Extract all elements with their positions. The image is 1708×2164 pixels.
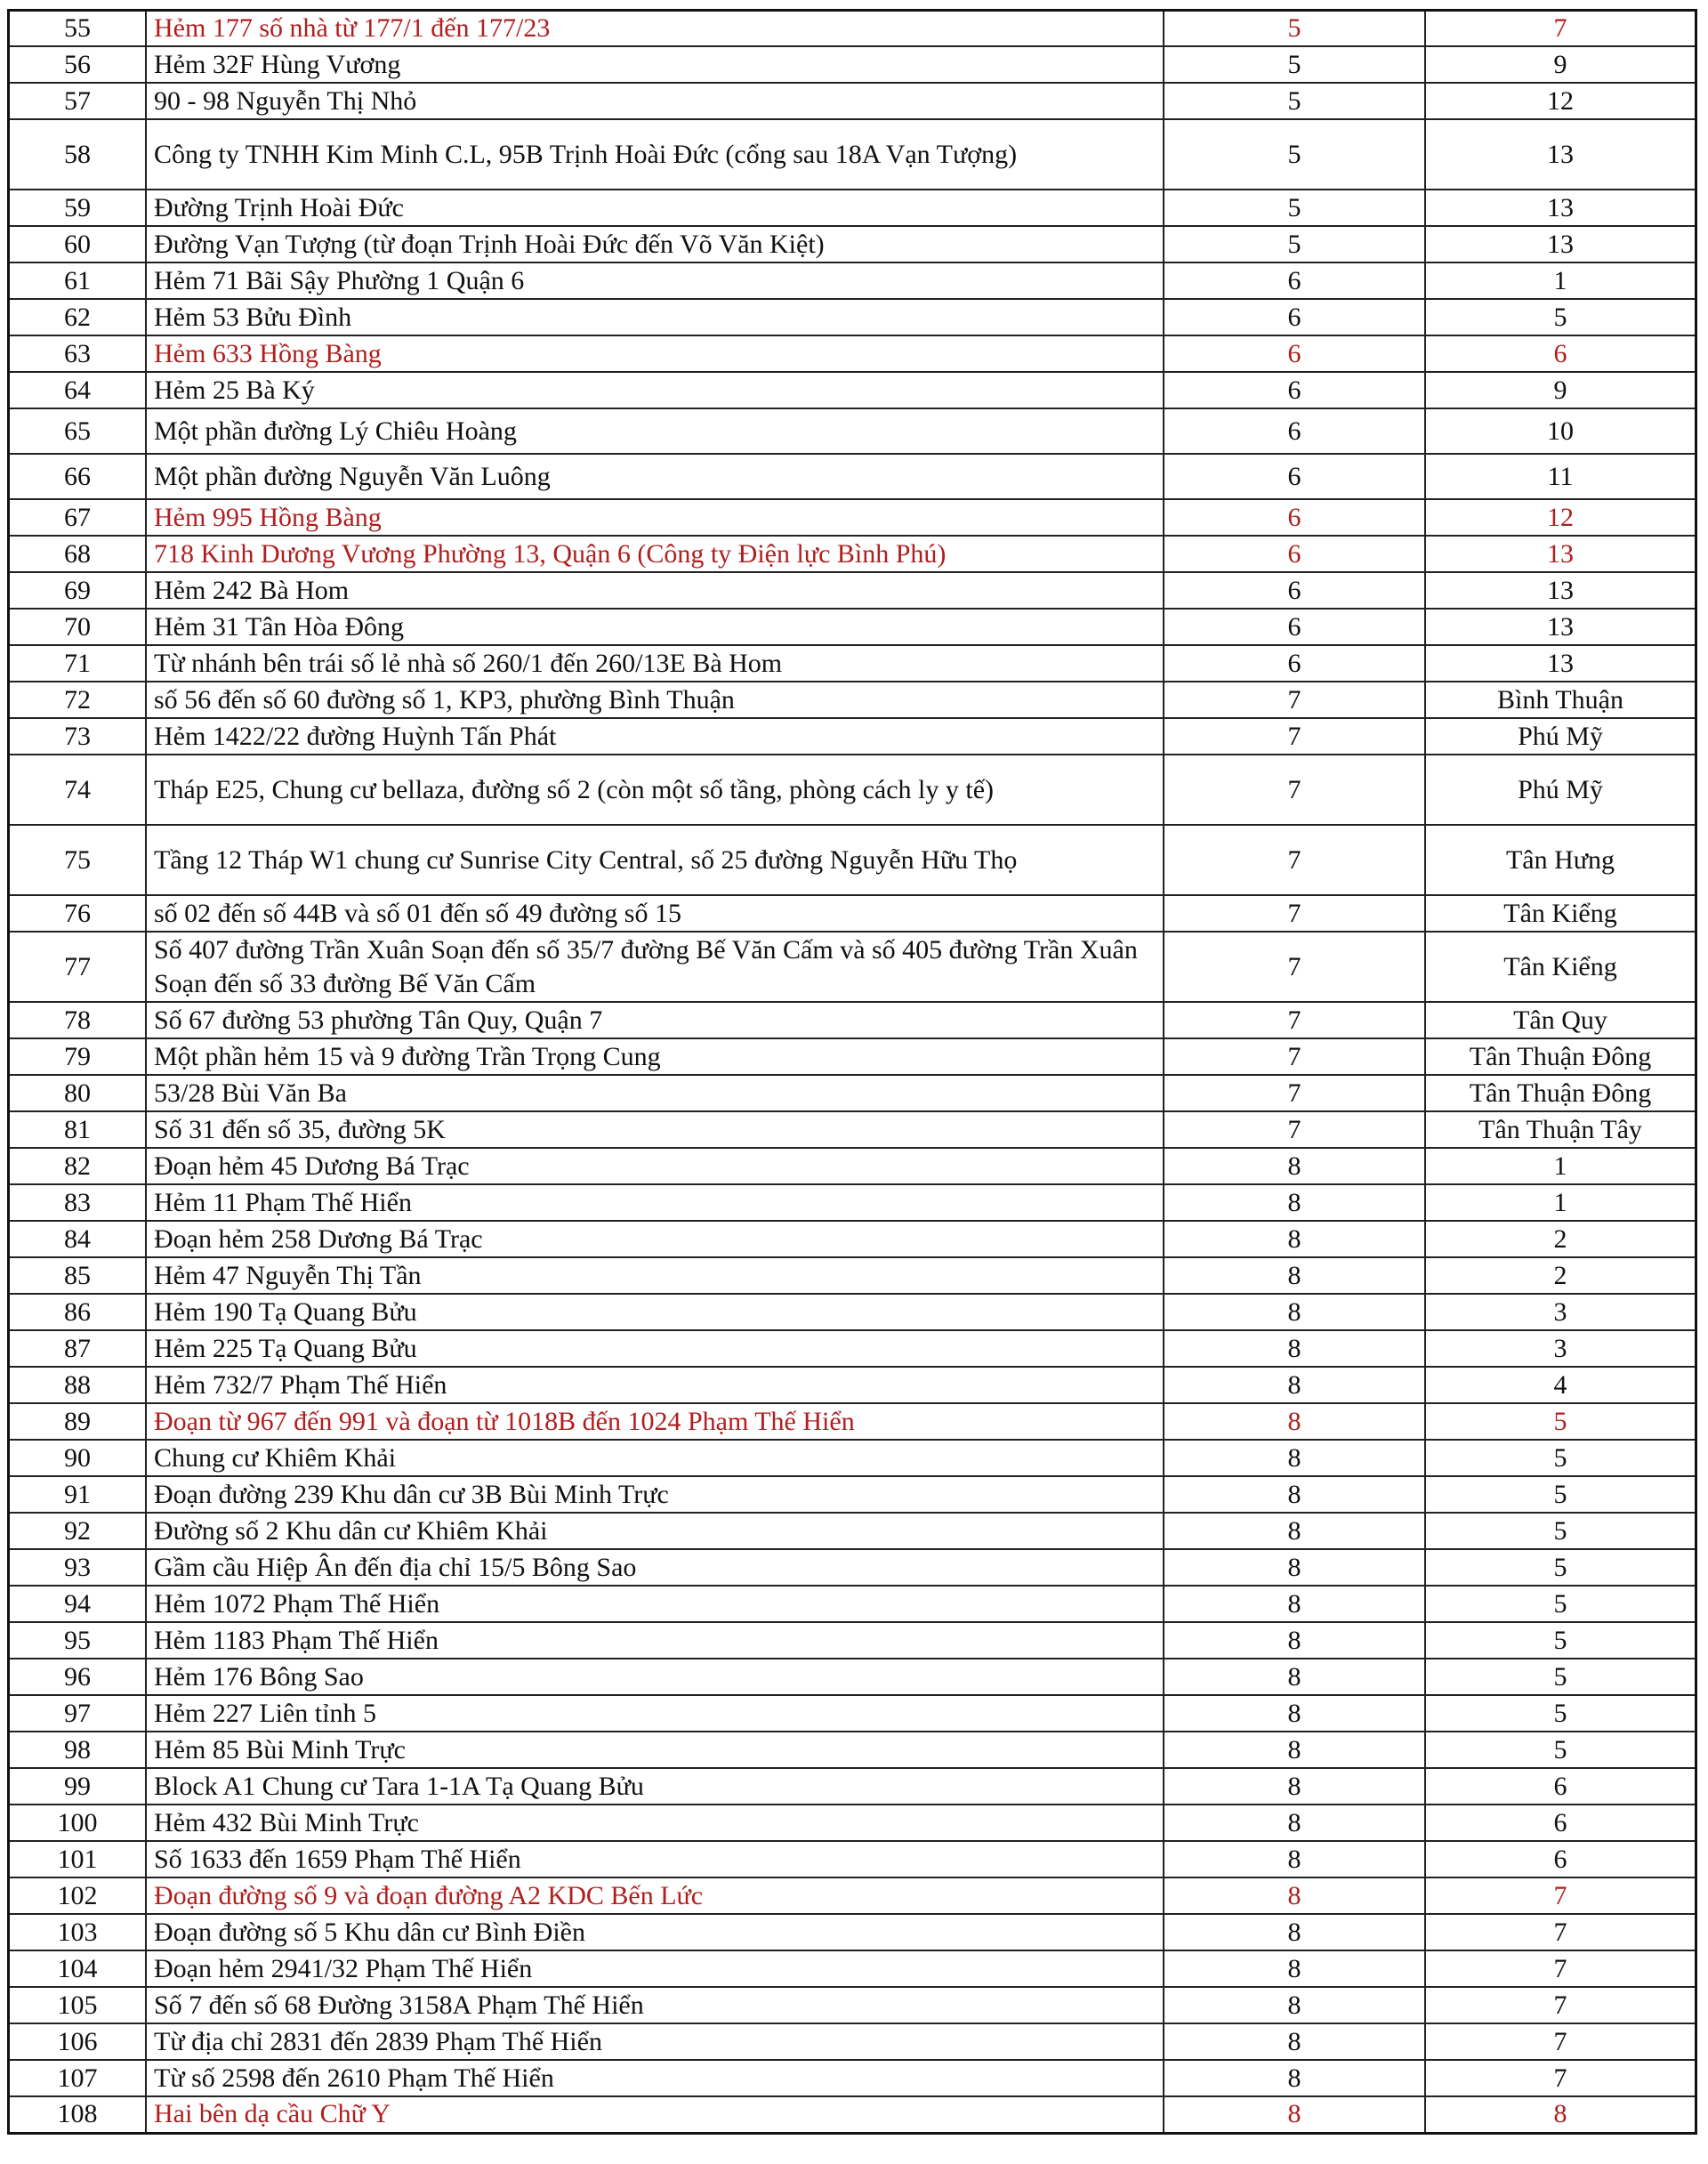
ward-cell: 2 [1425, 1257, 1696, 1294]
row-number-cell: 101 [9, 1841, 147, 1877]
location-name-cell: Đoạn từ 967 đến 991 và đoạn từ 1018B đến 1024 Phạm Thế Hiển [146, 1403, 1164, 1440]
row-number-cell: 104 [9, 1950, 147, 1987]
district-cell: 6 [1164, 372, 1425, 408]
ward-cell: 7 [1425, 2023, 1696, 2060]
district-cell: 5 [1164, 226, 1425, 262]
location-name-cell: số 02 đến số 44B và số 01 đến số 49 đường số 15 [146, 895, 1164, 932]
district-cell: 8 [1164, 1148, 1425, 1184]
table-row [9, 536, 1696, 572]
table-row [9, 1805, 1696, 1841]
location-name-cell: Hẻm 432 Bùi Minh Trực [146, 1805, 1164, 1841]
location-name-cell: Hẻm 190 Tạ Quang Bửu [146, 1294, 1164, 1330]
district-cell: 8 [1164, 1768, 1425, 1805]
table-row [9, 119, 1696, 190]
location-name-cell: Từ nhánh bên trái số lẻ nhà số 260/1 đến 260/13E Bà Hom [146, 645, 1164, 682]
row-number-cell: 96 [9, 1659, 147, 1695]
district-cell: 8 [1164, 1695, 1425, 1732]
table-row [9, 1330, 1696, 1367]
location-name-cell: Hẻm 47 Nguyễn Thị Tần [146, 1257, 1164, 1294]
table-row [9, 645, 1696, 682]
lockdown-area-table [7, 9, 1697, 2135]
district-cell: 7 [1164, 1038, 1425, 1075]
row-number-cell: 93 [9, 1549, 147, 1586]
location-name-cell: Gầm cầu Hiệp Ân đến địa chỉ 15/5 Bông Sao [146, 1549, 1164, 1586]
location-name-cell: Một phần hẻm 15 và 9 đường Trần Trọng Cung [146, 1038, 1164, 1075]
ward-cell: 4 [1425, 1367, 1696, 1403]
ward-cell: 8 [1425, 2096, 1696, 2133]
row-number-cell: 65 [9, 408, 147, 454]
district-cell: 7 [1164, 932, 1425, 1002]
district-cell: 6 [1164, 299, 1425, 335]
ward-cell: 7 [1425, 1914, 1696, 1950]
table-row [9, 1877, 1696, 1914]
table-row [9, 299, 1696, 335]
district-cell: 8 [1164, 1659, 1425, 1695]
location-name-cell: 90 - 98 Nguyễn Thị Nhỏ [146, 83, 1164, 119]
table-row [9, 499, 1696, 536]
district-cell: 7 [1164, 825, 1425, 895]
table-row [9, 1513, 1696, 1549]
row-number-cell: 71 [9, 645, 147, 682]
table-row [9, 1987, 1696, 2023]
row-number-cell: 97 [9, 1695, 147, 1732]
row-number-cell: 73 [9, 718, 147, 755]
location-name-cell: Tháp E25, Chung cư bellaza, đường số 2 (còn một số tầng, phòng cách ly y tế) [146, 755, 1164, 825]
row-number-cell: 61 [9, 262, 147, 299]
ward-cell: 7 [1425, 1987, 1696, 2023]
ward-cell: Tân Thuận Đông [1425, 1038, 1696, 1075]
ward-cell: 6 [1425, 1768, 1696, 1805]
location-name-cell: Một phần đường Nguyễn Văn Luông [146, 454, 1164, 499]
ward-cell: 3 [1425, 1330, 1696, 1367]
location-name-cell: Hai bên dạ cầu Chữ Y [146, 2096, 1164, 2133]
table-row [9, 1221, 1696, 1257]
location-name-cell: Tầng 12 Tháp W1 chung cư Sunrise City Central, số 25 đường Nguyễn Hữu Thọ [146, 825, 1164, 895]
row-number-cell: 107 [9, 2060, 147, 2096]
table-row [9, 1184, 1696, 1221]
ward-cell: 1 [1425, 262, 1696, 299]
district-cell: 8 [1164, 1294, 1425, 1330]
location-name-cell: Công ty TNHH Kim Minh C.L, 95B Trịnh Hoài Đức (cổng sau 18A Vạn Tượng) [146, 119, 1164, 190]
row-number-cell: 62 [9, 299, 147, 335]
table-row [9, 1403, 1696, 1440]
district-cell: 8 [1164, 2060, 1425, 2096]
ward-cell: 13 [1425, 572, 1696, 609]
row-number-cell: 67 [9, 499, 147, 536]
district-cell: 8 [1164, 1513, 1425, 1549]
row-number-cell: 95 [9, 1622, 147, 1659]
ward-cell: Bình Thuận [1425, 682, 1696, 718]
table-row [9, 895, 1696, 932]
table-row [9, 755, 1696, 825]
location-name-cell: Chung cư Khiêm Khải [146, 1440, 1164, 1476]
ward-cell: 11 [1425, 454, 1696, 499]
location-name-cell: số 56 đến số 60 đường số 1, KP3, phường Bình Thuận [146, 682, 1164, 718]
district-cell: 8 [1164, 1330, 1425, 1367]
ward-cell: Tân Quy [1425, 1002, 1696, 1038]
district-cell: 8 [1164, 1950, 1425, 1987]
district-cell: 8 [1164, 2096, 1425, 2133]
district-cell: 8 [1164, 1586, 1425, 1622]
district-cell: 6 [1164, 454, 1425, 499]
location-name-cell: Một phần đường Lý Chiêu Hoàng [146, 408, 1164, 454]
row-number-cell: 102 [9, 1877, 147, 1914]
district-cell: 6 [1164, 645, 1425, 682]
location-name-cell: Hẻm 11 Phạm Thế Hiển [146, 1184, 1164, 1221]
table-row [9, 1549, 1696, 1586]
ward-cell: 7 [1425, 11, 1696, 47]
ward-cell: 12 [1425, 499, 1696, 536]
table-row [9, 1768, 1696, 1805]
location-name-cell: Hẻm 177 số nhà từ 177/1 đến 177/23 [146, 11, 1164, 47]
district-cell: 8 [1164, 1732, 1425, 1768]
location-name-cell: Đoạn hẻm 45 Dương Bá Trạc [146, 1148, 1164, 1184]
table-row [9, 1659, 1696, 1695]
location-name-cell: Hẻm 71 Bãi Sậy Phường 1 Quận 6 [146, 262, 1164, 299]
district-cell: 7 [1164, 1002, 1425, 1038]
ward-cell: 5 [1425, 1549, 1696, 1586]
table-row [9, 1367, 1696, 1403]
district-cell: 8 [1164, 1221, 1425, 1257]
row-number-cell: 64 [9, 372, 147, 408]
ward-cell: 9 [1425, 46, 1696, 83]
location-name-cell: Số 31 đến số 35, đường 5K [146, 1111, 1164, 1148]
location-name-cell: Từ số 2598 đến 2610 Phạm Thế Hiển [146, 2060, 1164, 2096]
table-row [9, 932, 1696, 1002]
row-number-cell: 59 [9, 190, 147, 226]
ward-cell: 10 [1425, 408, 1696, 454]
location-name-cell: Đoạn đường 239 Khu dân cư 3B Bùi Minh Trực [146, 1476, 1164, 1513]
district-cell: 8 [1164, 1476, 1425, 1513]
row-number-cell: 94 [9, 1586, 147, 1622]
table-row [9, 1257, 1696, 1294]
row-number-cell: 80 [9, 1075, 147, 1111]
ward-cell: Tân Thuận Tây [1425, 1111, 1696, 1148]
district-cell: 7 [1164, 755, 1425, 825]
ward-cell: 5 [1425, 1732, 1696, 1768]
ward-cell: 13 [1425, 609, 1696, 645]
row-number-cell: 81 [9, 1111, 147, 1148]
location-name-cell: Đoạn hẻm 2941/32 Phạm Thế Hiển [146, 1950, 1164, 1987]
location-name-cell: Hẻm 227 Liên tỉnh 5 [146, 1695, 1164, 1732]
row-number-cell: 68 [9, 536, 147, 572]
row-number-cell: 76 [9, 895, 147, 932]
district-cell: 7 [1164, 895, 1425, 932]
district-cell: 8 [1164, 1622, 1425, 1659]
ward-cell: Tân Hưng [1425, 825, 1696, 895]
district-cell: 6 [1164, 499, 1425, 536]
ward-cell: 5 [1425, 1622, 1696, 1659]
row-number-cell: 60 [9, 226, 147, 262]
district-cell: 6 [1164, 536, 1425, 572]
district-cell: 8 [1164, 1367, 1425, 1403]
row-number-cell: 74 [9, 755, 147, 825]
row-number-cell: 70 [9, 609, 147, 645]
table-row [9, 1440, 1696, 1476]
ward-cell: Phú Mỹ [1425, 718, 1696, 755]
table-row [9, 1038, 1696, 1075]
row-number-cell: 57 [9, 83, 147, 119]
table-row [9, 1586, 1696, 1622]
district-cell: 7 [1164, 682, 1425, 718]
table-row [9, 1950, 1696, 1987]
table-row [9, 46, 1696, 83]
district-cell: 8 [1164, 1877, 1425, 1914]
location-name-cell: Đường Trịnh Hoài Đức [146, 190, 1164, 226]
table-row [9, 825, 1696, 895]
table-row [9, 2023, 1696, 2060]
ward-cell: 5 [1425, 1513, 1696, 1549]
location-name-cell: Block A1 Chung cư Tara 1-1A Tạ Quang Bửu [146, 1768, 1164, 1805]
location-name-cell: Số 7 đến số 68 Đường 3158A Phạm Thế Hiển [146, 1987, 1164, 2023]
ward-cell: 13 [1425, 190, 1696, 226]
location-name-cell: Hẻm 995 Hồng Bàng [146, 499, 1164, 536]
table-row [9, 1075, 1696, 1111]
row-number-cell: 87 [9, 1330, 147, 1367]
row-number-cell: 78 [9, 1002, 147, 1038]
district-cell: 7 [1164, 718, 1425, 755]
location-name-cell: Hẻm 32F Hùng Vương [146, 46, 1164, 83]
location-name-cell: Đoạn đường số 9 và đoạn đường A2 KDC Bến Lức [146, 1877, 1164, 1914]
row-number-cell: 84 [9, 1221, 147, 1257]
location-name-cell: Hẻm 1422/22 đường Huỳnh Tấn Phát [146, 718, 1164, 755]
ward-cell: 5 [1425, 1659, 1696, 1695]
ward-cell: 1 [1425, 1184, 1696, 1221]
location-name-cell: Hẻm 732/7 Phạm Thế Hiển [146, 1367, 1164, 1403]
ward-cell: 1 [1425, 1148, 1696, 1184]
ward-cell: 13 [1425, 226, 1696, 262]
district-cell: 8 [1164, 1914, 1425, 1950]
table-row [9, 408, 1696, 454]
row-number-cell: 75 [9, 825, 147, 895]
district-cell: 8 [1164, 1403, 1425, 1440]
table-row [9, 226, 1696, 262]
row-number-cell: 100 [9, 1805, 147, 1841]
table-row [9, 262, 1696, 299]
district-cell: 6 [1164, 335, 1425, 372]
row-number-cell: 103 [9, 1914, 147, 1950]
ward-cell: 5 [1425, 1403, 1696, 1440]
location-name-cell: Số 407 đường Trần Xuân Soạn đến số 35/7 đường Bế Văn Cấm và số 405 đường Trần Xuân Soạn đến số 33 đường Bế Văn Cấm [146, 932, 1164, 1002]
table-row [9, 1622, 1696, 1659]
ward-cell: Tân Kiểng [1425, 895, 1696, 932]
row-number-cell: 72 [9, 682, 147, 718]
district-cell: 8 [1164, 1440, 1425, 1476]
location-name-cell: Đoạn đường số 5 Khu dân cư Bình Điền [146, 1914, 1164, 1950]
ward-cell: Tân Thuận Đông [1425, 1075, 1696, 1111]
table-row [9, 372, 1696, 408]
location-name-cell: Từ địa chỉ 2831 đến 2839 Phạm Thế Hiển [146, 2023, 1164, 2060]
district-cell: 6 [1164, 262, 1425, 299]
district-cell: 5 [1164, 83, 1425, 119]
district-cell: 8 [1164, 1841, 1425, 1877]
row-number-cell: 99 [9, 1768, 147, 1805]
ward-cell: 13 [1425, 645, 1696, 682]
ward-cell: 7 [1425, 1950, 1696, 1987]
table-row [9, 718, 1696, 755]
row-number-cell: 108 [9, 2096, 147, 2133]
location-name-cell: Hẻm 176 Bông Sao [146, 1659, 1164, 1695]
location-name-cell: Số 67 đường 53 phường Tân Quy, Quận 7 [146, 1002, 1164, 1038]
ward-cell: 5 [1425, 1476, 1696, 1513]
row-number-cell: 55 [9, 11, 147, 47]
table-row [9, 1476, 1696, 1513]
district-cell: 6 [1164, 609, 1425, 645]
location-name-cell: Hẻm 85 Bùi Minh Trực [146, 1732, 1164, 1768]
table-row [9, 609, 1696, 645]
table-row [9, 1732, 1696, 1768]
row-number-cell: 66 [9, 454, 147, 499]
district-cell: 7 [1164, 1111, 1425, 1148]
location-name-cell: Hẻm 31 Tân Hòa Đông [146, 609, 1164, 645]
row-number-cell: 90 [9, 1440, 147, 1476]
ward-cell: 7 [1425, 2060, 1696, 2096]
location-name-cell: Số 1633 đến 1659 Phạm Thế Hiển [146, 1841, 1164, 1877]
district-cell: 5 [1164, 190, 1425, 226]
ward-cell: 5 [1425, 1695, 1696, 1732]
table-row [9, 11, 1696, 47]
ward-cell: 5 [1425, 1440, 1696, 1476]
location-name-cell: Đường số 2 Khu dân cư Khiêm Khải [146, 1513, 1164, 1549]
row-number-cell: 63 [9, 335, 147, 372]
row-number-cell: 91 [9, 1476, 147, 1513]
table-row [9, 1148, 1696, 1184]
row-number-cell: 105 [9, 1987, 147, 2023]
row-number-cell: 106 [9, 2023, 147, 2060]
district-cell: 6 [1164, 408, 1425, 454]
row-number-cell: 83 [9, 1184, 147, 1221]
table-body [9, 11, 1696, 2134]
location-name-cell: Hẻm 1072 Phạm Thế Hiển [146, 1586, 1164, 1622]
row-number-cell: 82 [9, 1148, 147, 1184]
row-number-cell: 77 [9, 932, 147, 1002]
ward-cell: 13 [1425, 536, 1696, 572]
ward-cell: 6 [1425, 1805, 1696, 1841]
ward-cell: 7 [1425, 1877, 1696, 1914]
row-number-cell: 86 [9, 1294, 147, 1330]
table-row [9, 1914, 1696, 1950]
district-cell: 5 [1164, 11, 1425, 47]
location-name-cell: Đoạn hẻm 258 Dương Bá Trạc [146, 1221, 1164, 1257]
ward-cell: 6 [1425, 1841, 1696, 1877]
ward-cell: 13 [1425, 119, 1696, 190]
row-number-cell: 69 [9, 572, 147, 609]
table-row [9, 2096, 1696, 2133]
table-row [9, 454, 1696, 499]
district-cell: 8 [1164, 2023, 1425, 2060]
row-number-cell: 85 [9, 1257, 147, 1294]
location-name-cell: 718 Kinh Dương Vương Phường 13, Quận 6 (Công ty Điện lực Bình Phú) [146, 536, 1164, 572]
ward-cell: Tân Kiểng [1425, 932, 1696, 1002]
ward-cell: Phú Mỹ [1425, 755, 1696, 825]
ward-cell: 6 [1425, 335, 1696, 372]
row-number-cell: 79 [9, 1038, 147, 1075]
district-cell: 8 [1164, 1987, 1425, 2023]
location-name-cell: Hẻm 225 Tạ Quang Bửu [146, 1330, 1164, 1367]
district-cell: 5 [1164, 119, 1425, 190]
ward-cell: 12 [1425, 83, 1696, 119]
table-row [9, 1111, 1696, 1148]
location-name-cell: Đường Vạn Tượng (từ đoạn Trịnh Hoài Đức đến Võ Văn Kiệt) [146, 226, 1164, 262]
ward-cell: 5 [1425, 1586, 1696, 1622]
table-row [9, 1294, 1696, 1330]
ward-cell: 3 [1425, 1294, 1696, 1330]
table-row [9, 2060, 1696, 2096]
ward-cell: 5 [1425, 299, 1696, 335]
table-row [9, 572, 1696, 609]
location-name-cell: Hẻm 53 Bửu Đình [146, 299, 1164, 335]
row-number-cell: 92 [9, 1513, 147, 1549]
row-number-cell: 58 [9, 119, 147, 190]
district-cell: 5 [1164, 46, 1425, 83]
district-cell: 8 [1164, 1184, 1425, 1221]
district-cell: 7 [1164, 1075, 1425, 1111]
district-cell: 8 [1164, 1805, 1425, 1841]
table-row [9, 83, 1696, 119]
table-row [9, 682, 1696, 718]
location-name-cell: Hẻm 633 Hồng Bàng [146, 335, 1164, 372]
table-row [9, 1695, 1696, 1732]
ward-cell: 2 [1425, 1221, 1696, 1257]
location-name-cell: 53/28 Bùi Văn Ba [146, 1075, 1164, 1111]
district-cell: 8 [1164, 1257, 1425, 1294]
location-name-cell: Hẻm 1183 Phạm Thế Hiển [146, 1622, 1164, 1659]
table-row [9, 1002, 1696, 1038]
district-cell: 6 [1164, 572, 1425, 609]
table-row [9, 335, 1696, 372]
row-number-cell: 98 [9, 1732, 147, 1768]
row-number-cell: 89 [9, 1403, 147, 1440]
district-cell: 8 [1164, 1549, 1425, 1586]
ward-cell: 9 [1425, 372, 1696, 408]
table-row [9, 1841, 1696, 1877]
table-row [9, 190, 1696, 226]
row-number-cell: 88 [9, 1367, 147, 1403]
location-name-cell: Hẻm 242 Bà Hom [146, 572, 1164, 609]
location-name-cell: Hẻm 25 Bà Ký [146, 372, 1164, 408]
row-number-cell: 56 [9, 46, 147, 83]
